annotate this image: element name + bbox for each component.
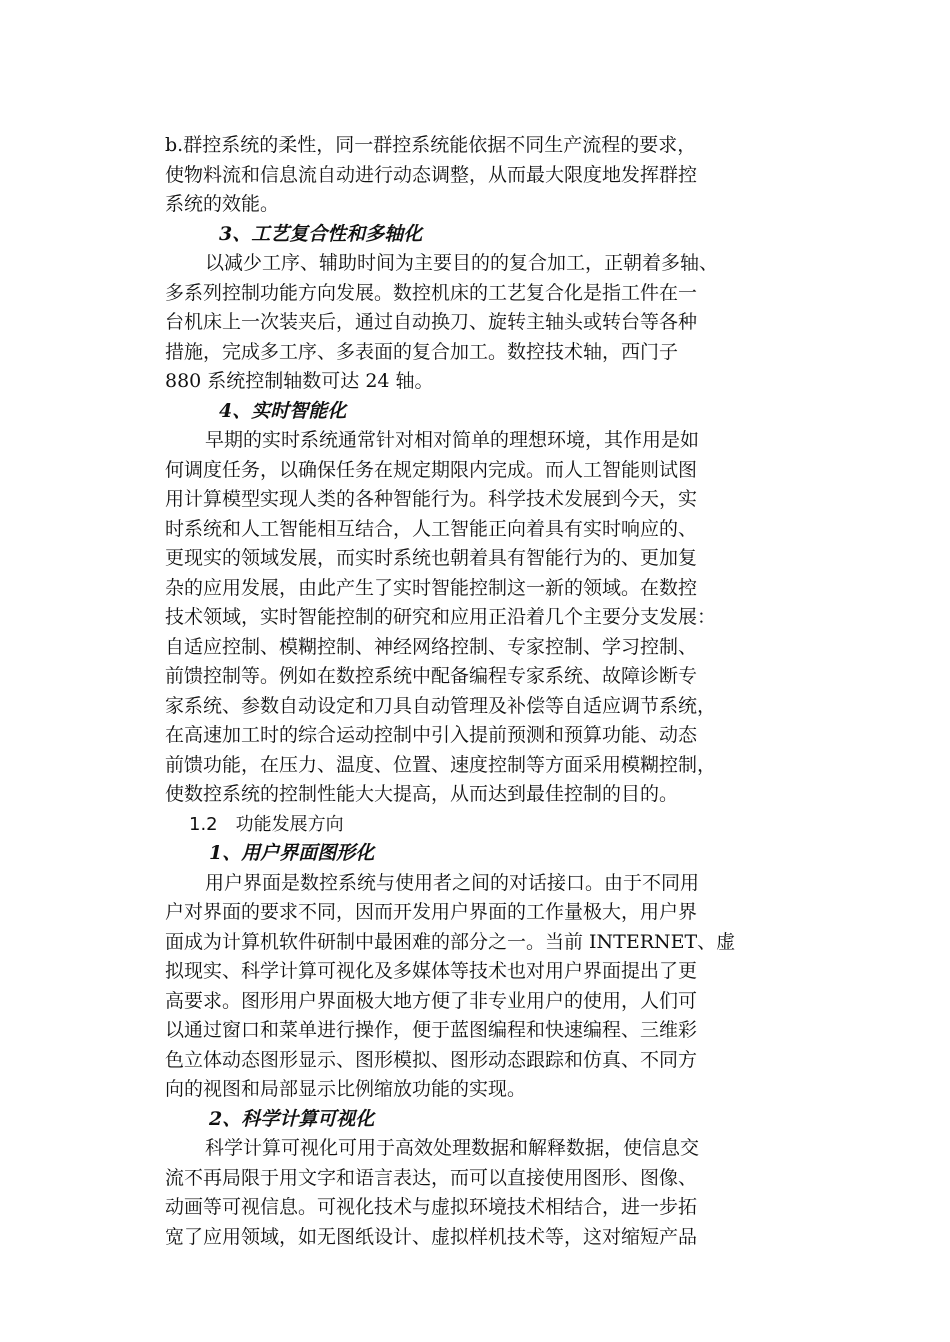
subsection-heading: 2、科学计算可视化 — [209, 1107, 375, 1130]
subsection-heading: 1、用户界面图形化 — [209, 842, 375, 864]
body-text-line: 措施，完成多工序、多表面的复合加工。数控技术轴，西门子 — [165, 340, 679, 363]
body-text-line: 何调度任务，以确保任务在规定期限内完成。而人工智能则试图 — [165, 458, 698, 481]
body-text-line: 台机床上一次装夹后，通过自动换刀、旋转主轴头或转台等各种 — [165, 311, 698, 333]
body-text-line: 系统的效能。 — [165, 193, 280, 215]
body-text-line: 宽了应用领域，如无图纸设计、虚拟样机技术等，这对缩短产品 — [165, 1225, 698, 1248]
body-text-line: 使数控系统的控制性能大大提高，从而达到最佳控制的目的。 — [165, 783, 679, 805]
body-text-line: 使物料流和信息流自动进行动态调整，从而最大限度地发挥群控 — [165, 163, 698, 186]
body-text-line: 多系列控制功能方向发展。数控机床的工艺复合化是指工件在一 — [165, 281, 698, 304]
document-page — [165, 131, 785, 1252]
body-text-line: 880 系统控制轴数可达 24 轴。 — [165, 370, 434, 392]
body-text-line: 杂的应用发展，由此产生了实时智能控制这一新的领域。在数控 — [165, 576, 698, 599]
body-text-line: 更现实的领域发展，而实时系统也朝着具有智能行为的、更加复 — [165, 547, 698, 569]
body-text-line: 流不再局限于用文字和语言表达，而可以直接使用图形、图像、 — [165, 1166, 698, 1189]
body-text-line: b.群控系统的柔性，同一群控系统能依据不同生产流程的要求， — [165, 134, 697, 156]
body-text-line: 色立体动态图形显示、图形模拟、图形动态跟踪和仿真、不同方 — [165, 1048, 698, 1071]
body-text-line: 拟现实、科学计算可视化及多媒体等技术也对用户界面提出了更 — [165, 960, 698, 982]
body-text-line: 户对界面的要求不同，因而开发用户界面的工作量极大，用户界 — [165, 901, 698, 923]
body-text-line: 向的视图和局部显示比例缩放功能的实现。 — [165, 1078, 527, 1100]
body-text-line: 自适应控制、模糊控制、神经网络控制、专家控制、学习控制、 — [165, 635, 698, 658]
body-text-line: 用户界面是数控系统与使用者之间的对话接口。由于不同用 — [205, 871, 700, 894]
body-text-line: 在高速加工时的综合运动控制中引入提前预测和预算功能、动态 — [165, 724, 698, 746]
body-text-line: 动画等可视信息。可视化技术与虚拟环境技术相结合，进一步拓 — [165, 1196, 698, 1218]
body-text-line: 早期的实时系统通常针对相对简单的理想环境，其作用是如 — [205, 429, 700, 451]
subsection-heading: 4、实时智能化 — [219, 399, 347, 422]
body-text-line: 科学计算可视化可用于高效处理数据和解释数据，使信息交 — [205, 1137, 700, 1159]
body-text-line: 家系统、参数自动设定和刀具自动管理及补偿等自适应调节系统， — [165, 694, 717, 717]
body-text-line: 以通过窗口和菜单进行操作，便于蓝图编程和快速编程、三维彩 — [165, 1019, 698, 1041]
section-heading: 1.2 功能发展方向 — [189, 813, 344, 835]
body-text-line: 前馈功能，在压力、温度、位置、速度控制等方面采用模糊控制， — [165, 753, 717, 776]
body-text-line: 前馈控制等。例如在数控系统中配备编程专家系统、故障诊断专 — [165, 665, 698, 687]
body-text-line: 技术领域，实时智能控制的研究和应用正沿着几个主要分支发展： — [165, 606, 717, 628]
body-text-line: 用计算模型实现人类的各种智能行为。科学技术发展到今天，实 — [165, 488, 698, 510]
body-text-line: 高要求。图形用户界面极大地方便了非专业用户的使用，人们可 — [165, 989, 698, 1012]
body-text-line: 以减少工序、辅助时间为主要目的的复合加工，正朝着多轴、 — [205, 252, 719, 274]
subsection-heading: 3、工艺复合性和多轴化 — [219, 222, 423, 245]
body-text-line: 面成为计算机软件研制中最困难的部分之一。当前 INTERNET、虚 — [165, 930, 736, 953]
body-text-line: 时系统和人工智能相互结合，人工智能正向着具有实时响应的、 — [165, 517, 698, 540]
